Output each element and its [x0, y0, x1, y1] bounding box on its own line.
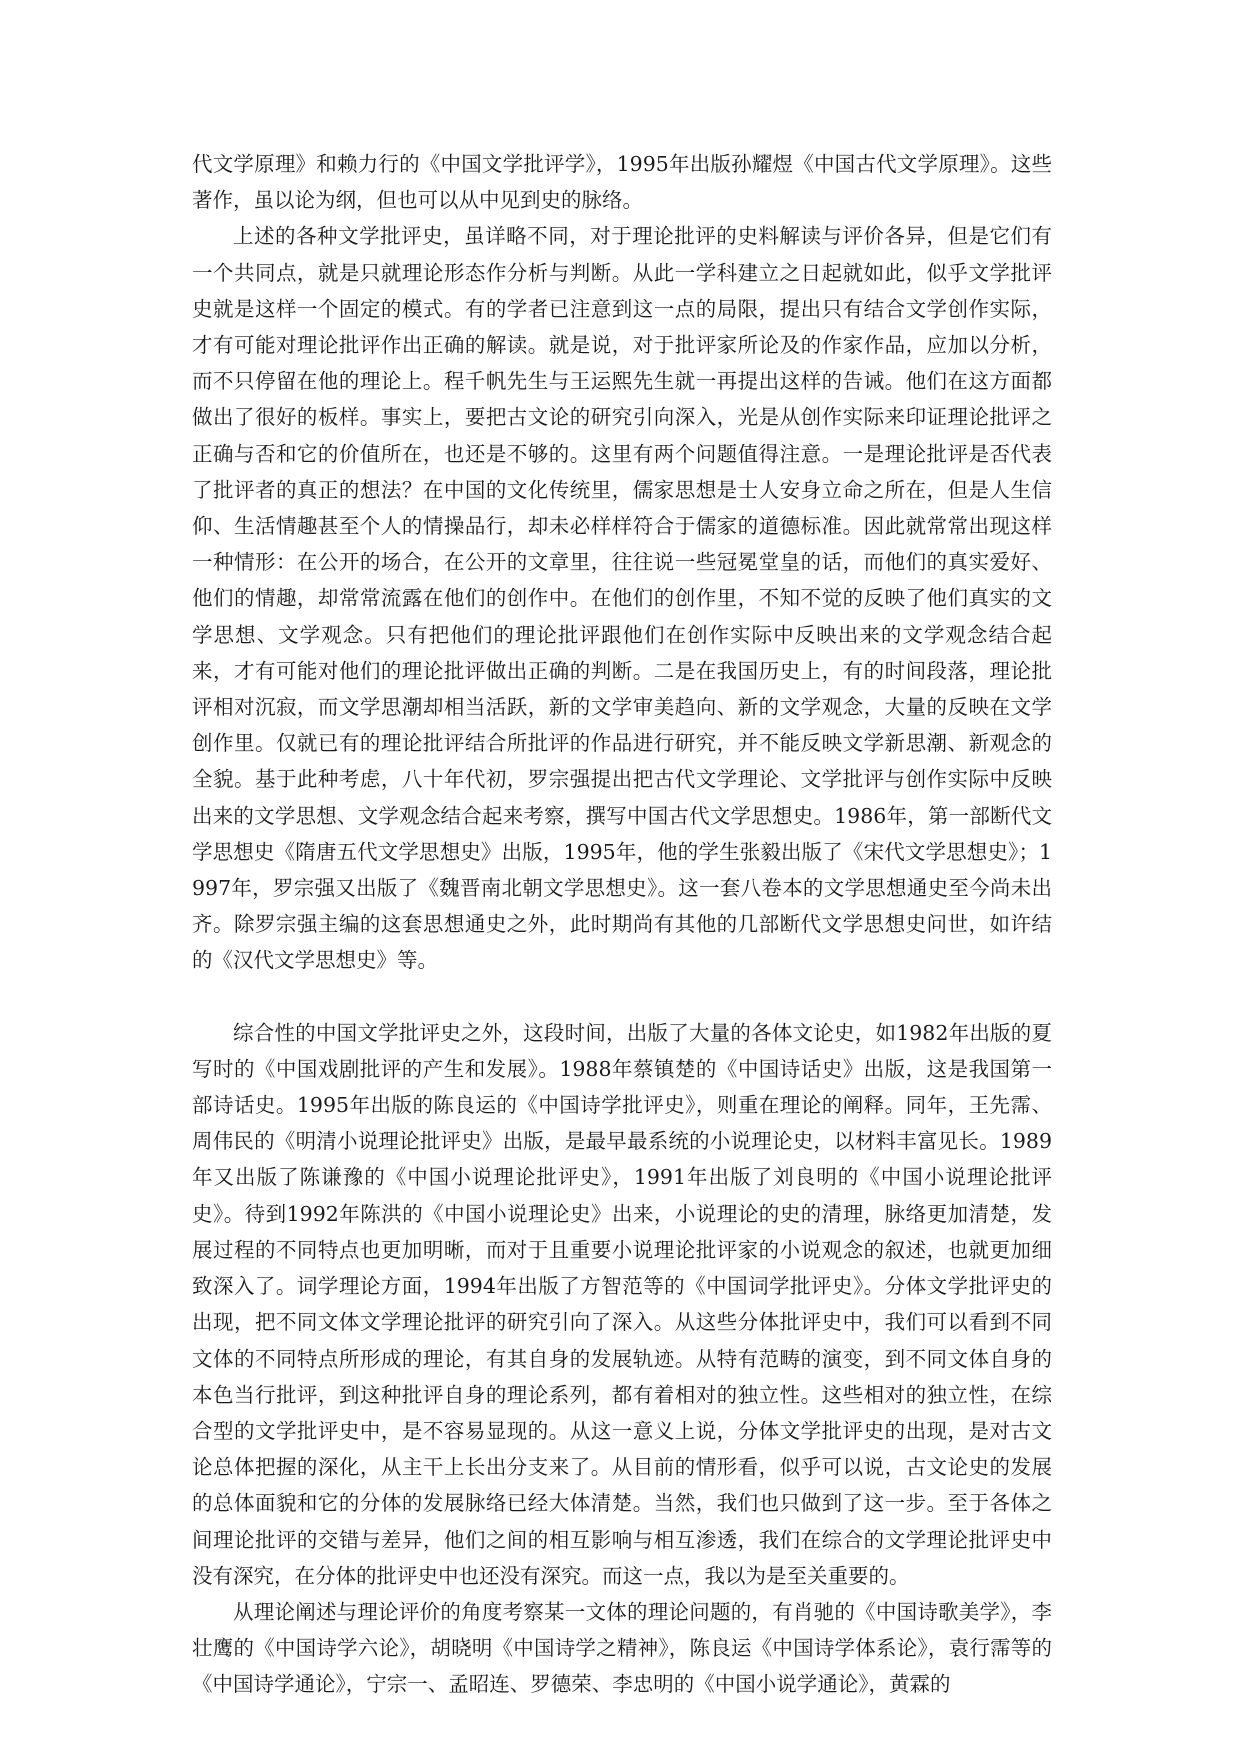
- paragraph-4: 从理论阐述与理论评价的角度考察某一文体的理论问题的，有肖驰的《中国诗歌美学》，李壮鹰的《中国诗学六论》，胡晓明《中国诗学之精神》，陈良运《中国诗学体系论》，袁行霈等的《中国诗学通论》，宁宗一、孟昭连、罗德荣、李忠明的《中国小说学通论》，黄霖的: [192, 1599, 1052, 1697]
- paragraph-1: 代文学原理》和赖力行的《中国文学批评学》，1995年出版孙耀煜《中国古代文学原理》。这些著作，虽以论为纲，但也可以从中见到史的脉络。: [192, 152, 1052, 213]
- paragraph-2: 上述的各种文学批评史，虽详略不同，对于理论批评的史料解读与评价各异，但是它们有一个共同点，就是只就理论形态作分析与判断。从此一学科建立之日起就如此，似乎文学批评史就是这样一个固定的模式。有的学者已注意到这一点的局限，提出只有结合文学创作实际，才有可能对理论批评作出正确的解读。就是说，对于批评家所论及的作家作品，应加以分析，而不只停留在他的理论上。程千帆先生与王运熙先生就一再提出这样的告诫。他们在这方面都做出了很好的板样。事实上，要把古文论的研究引向深入，光是从创作实际来印证理论批评之正确与否和它的价值所在，也还是不够的。这里有两个问题值得注意。一是理论批评是否代表了批评者的真正的想法？在中国的文化传统里，儒家思想是士人安身立命之所在，但是人生信仰、生活情趣甚至个人的情操品行，却未必样样符合于儒家的道德标准。因此就常常出现这样一种情形：在公开的场合，在公开的文章里，往往说一些冠冕堂皇的话，而他们的真实爱好、他们的情趣，却常常流露在他们的创作中。在他们的创作里，不知不觉的反映了他们真实的文学思想、文学观念。只有把他们的理论批评跟他们在创作实际中反映出来的文学观念结合起来，才有可能对他们的理论批评做出正确的判断。二是在我国历史上，有的时间段落，理论批评相对沉寂，而文学思潮却相当活跃，新的文学审美趋向、新的文学观念，大量的反映在文学创作里。仅就已有的理论批评结合所批评的作品进行研究，并不能反映文学新思潮、新观念的全貌。基于此种考虑，八十年代初，罗宗强提出把古代文学理论、文学批评与创作实际中反映出来的文学思想、文学观念结合起来考察，撰写中国古代文学思想史。1986年，第一部断代文学思想史《隋唐五代文学思想史》出版，1995年，他的学生张毅出版了《宋代文学思想史》；1997年，罗宗强又出版了《魏晋南北朝文学思想史》。这一套八卷本的文学思想通史至今尚未出齐。除罗宗强主编的这套思想通史之外，此时期尚有其他的几部断代文学思想史问世，如许结的《汉代文学思想史》等。: [192, 224, 1052, 973]
- document-body: [192, 146, 1052, 1703]
- paragraph-3: 综合性的中国文学批评史之外，这段时间，出版了大量的各体文论史，如1982年出版的夏写时的《中国戏剧批评的产生和发展》。1988年蔡镇楚的《中国诗话史》出版，这是我国第一部诗话史。1995年出版的陈良运的《中国诗学批评史》，则重在理论的阐释。同年，王先霈、周伟民的《明清小说理论批评史》出版，是最早最系统的小说理论史，以材料丰富见长。1989年又出版了陈谦豫的《中国小说理论批评史》，1991年出版了刘良明的《中国小说理论批评史》。待到1992年陈洪的《中国小说理论史》出来，小说理论的史的清理，脉络更加清楚，发展过程的不同特点也更加明晰，而对于且重要小说理论批评家的小说观念的叙述，也就更加细致深入了。词学理论方面，1994年出版了方智范等的《中国词学批评史》。分体文学批评史的出现，把不同文体文学理论批评的研究引向了深入。从这些分体批评史中，我们可以看到不同文体的不同特点所形成的理论，有其自身的发展轨迹。从特有范畴的演变，到不同文体自身的本色当行批评，到这种批评自身的理论系列，都有着相对的独立性。这些相对的独立性，在综合型的文学批评史中，是不容易显现的。从这一意义上说，分体文学批评史的出现，是对古文论总体把握的深化，从主干上长出分支来了。从目前的情形看，似乎可以说，古文论史的发展的总体面貌和它的分体的发展脉络已经大体清楚。当然，我们也只做到了这一步。至于各体之间理论批评的交错与差异，他们之间的相互影响与相互渗透，我们在综合的文学理论批评史中没有深究，在分体的批评史中也还没有深究。而这一点，我以为是至关重要的。: [192, 1020, 1052, 1588]
